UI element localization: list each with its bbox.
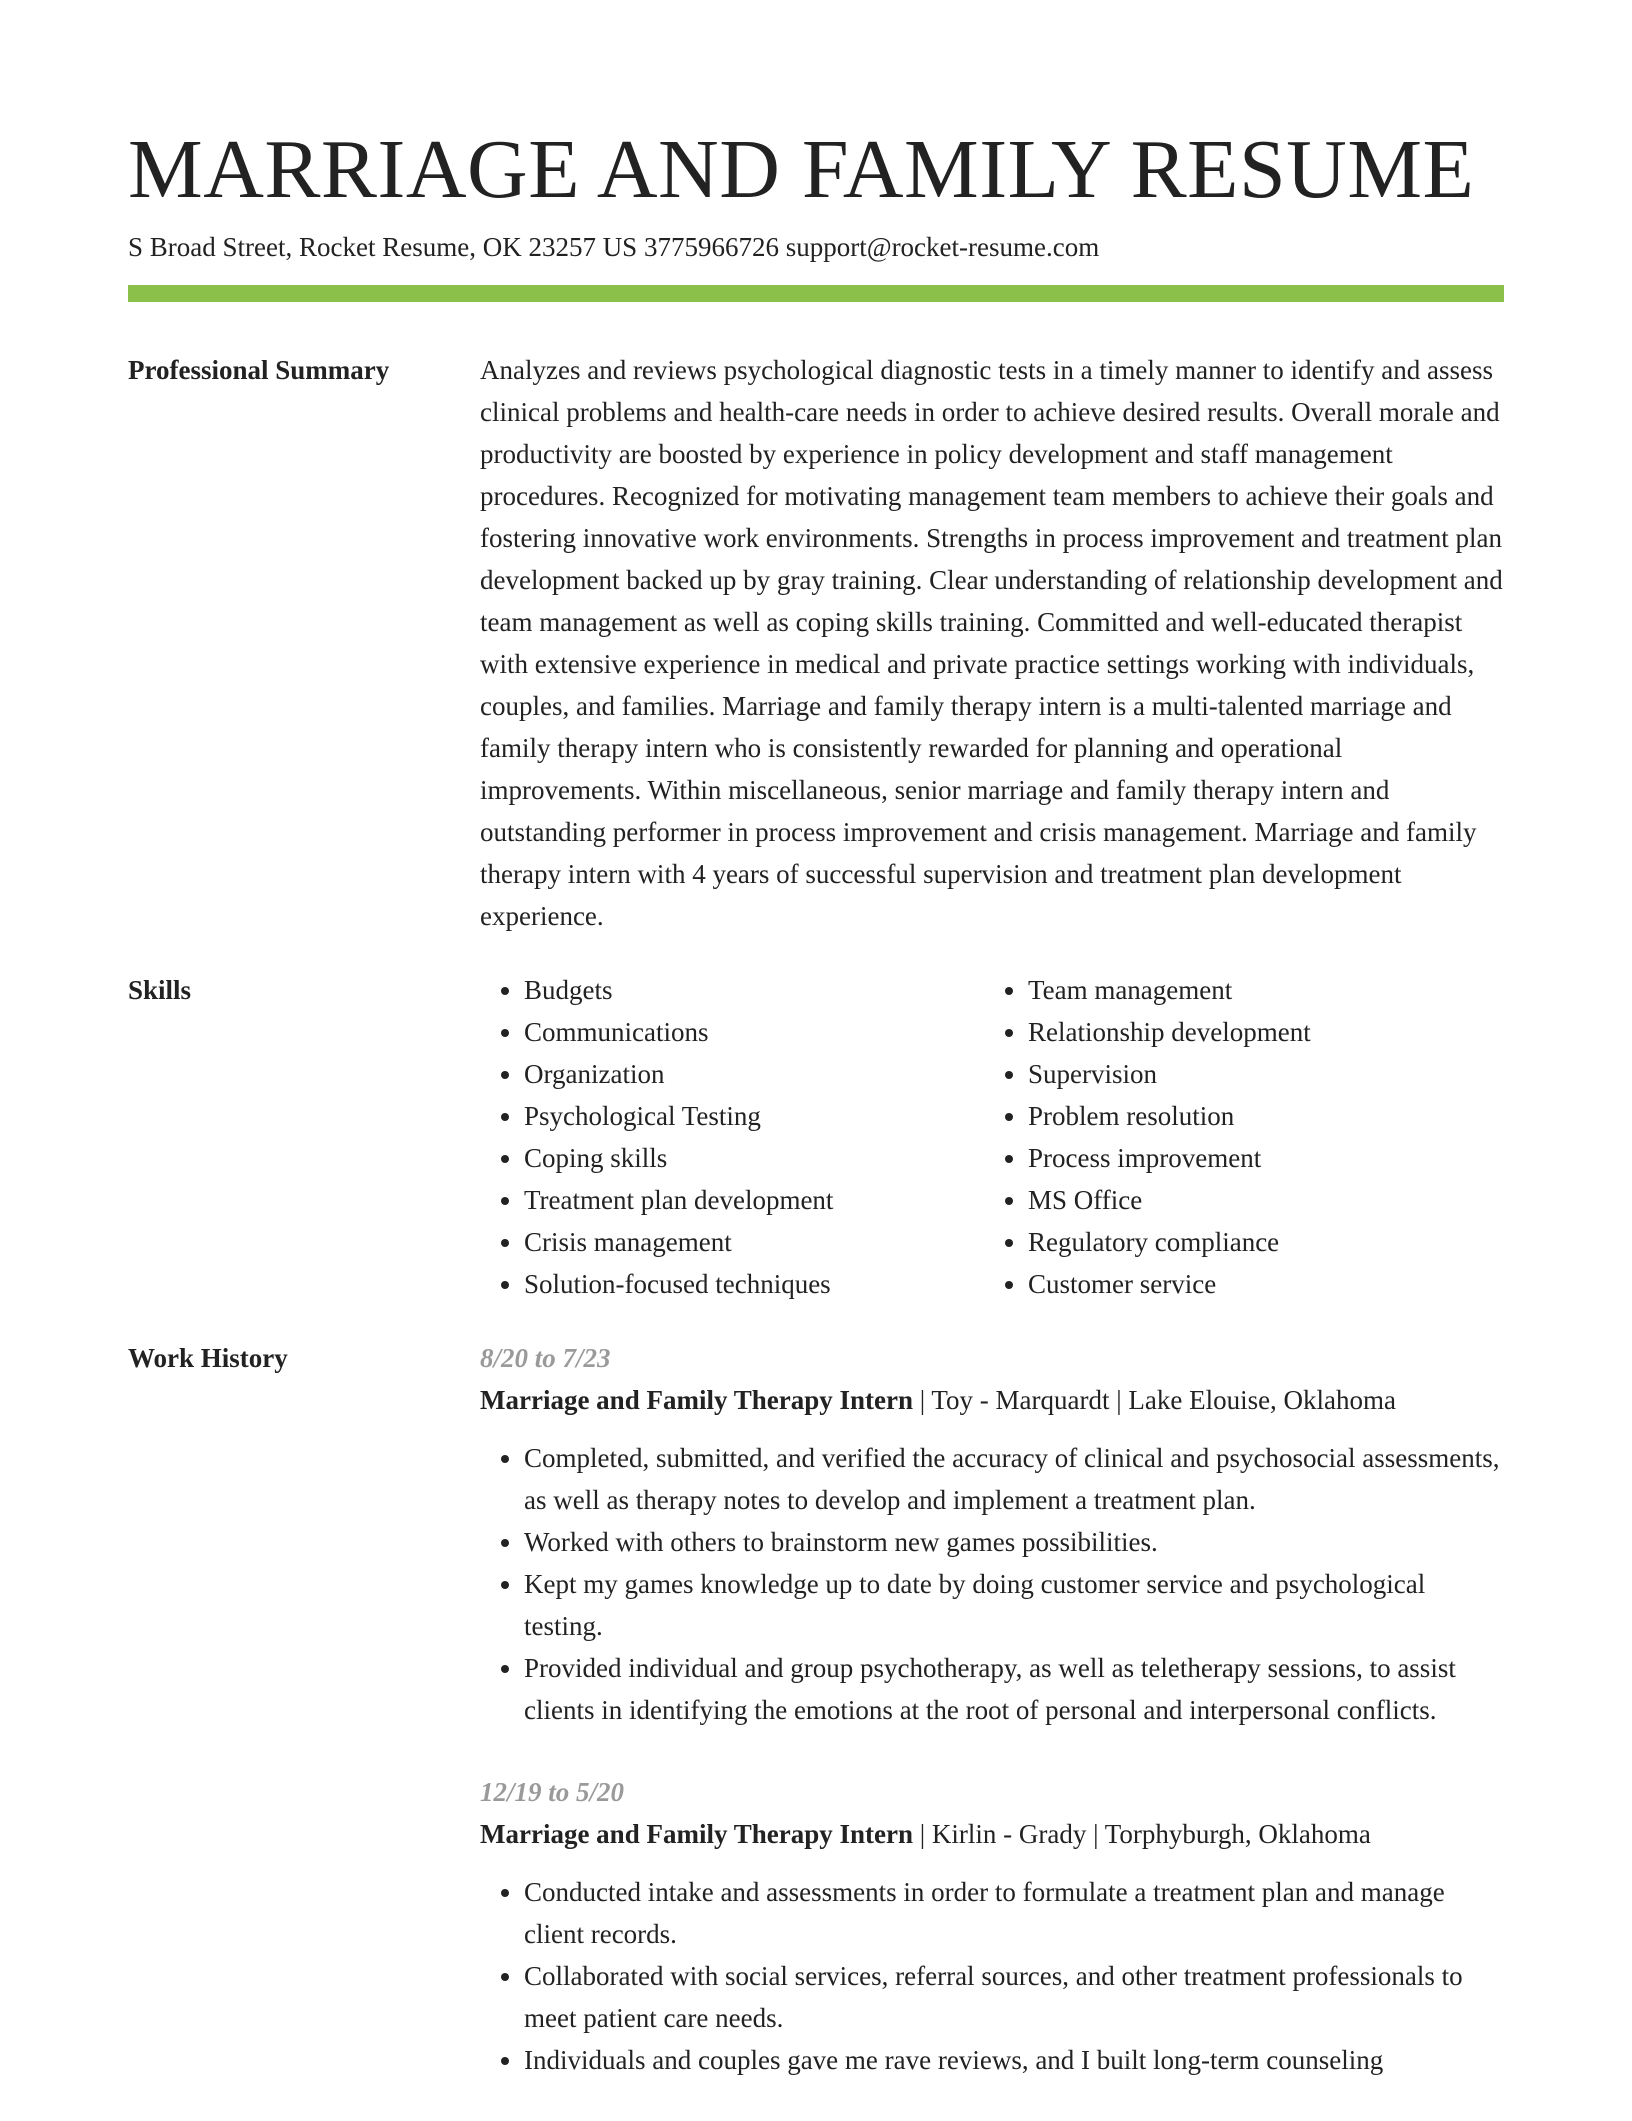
job-bullet-list: [480, 1437, 1504, 1731]
job-details: | Kirlin - Grady | Torphyburgh, Oklahoma: [912, 1819, 1371, 1849]
skills-columns: [480, 969, 1504, 1305]
skill-item: • Treatment plan development: [524, 1179, 984, 1221]
work-history-body: [480, 1337, 1504, 2121]
job-entry: [480, 1771, 1504, 2081]
skill-item: • Team management: [1028, 969, 1488, 1011]
skill-item: • Coping skills: [524, 1137, 984, 1179]
skill-item: • Regulatory compliance: [1028, 1221, 1488, 1263]
skill-item: • Customer service: [1028, 1263, 1488, 1305]
job-title: Marriage and Family Therapy Intern: [480, 1819, 913, 1849]
skill-item: • Psychological Testing: [524, 1095, 984, 1137]
skill-item: • Organization: [524, 1053, 984, 1095]
job-bullet: • Kept my games knowledge up to date by doing customer service and psychological testing.: [524, 1563, 1504, 1647]
job-entry: [480, 1337, 1504, 1731]
professional-summary-body: [480, 349, 1504, 937]
skill-item: • Solution-focused techniques: [524, 1263, 984, 1305]
professional-summary-label: Professional Summary: [128, 355, 390, 385]
skills-list-left: [480, 969, 984, 1305]
skills-label: Skills: [128, 975, 192, 1005]
job-bullet: • Worked with others to brainstorm new games possibilities.: [524, 1521, 1504, 1563]
job-bullet: • Conducted intake and assessments in order to formulate a treatment plan and manage client records.: [524, 1871, 1504, 1955]
job-bullet: • Individuals and couples gave me rave reviews, and I built long-term counseling: [524, 2039, 1504, 2081]
professional-summary-text: Analyzes and reviews psychological diagnostic tests in a timely manner to identify and assess clinical problems and health-care needs in order to achieve desired results. Overall morale and productivity are boosted by experience in policy development and staff management procedures. Recognized for motivating management team members to achieve their goals and fostering innovative work environments. Strengths in process improvement and treatment plan development backed up by gray training. Clear understanding of relationship development and team management as well as coping skills training. Committed and well-educated therapist with extensive experience in medical and private practice settings working with individuals, couples, and families. Marriage and family therapy intern is a multi-talented marriage and family therapy intern who is consistently rewarded for planning and operational improvements. Within miscellaneous, senior marriage and family therapy intern and outstanding performer in process improvement and crisis management. Marriage and family therapy intern with 4 years of successful supervision and treatment plan development experience.: [480, 355, 1503, 931]
job-title: Marriage and Family Therapy Intern: [480, 1385, 913, 1415]
skill-item: • Budgets: [524, 969, 984, 1011]
contact-line: S Broad Street, Rocket Resume, OK 23257 US 3775966726 support@rocket-resume.com: [128, 232, 1100, 262]
skill-item: • Relationship development: [1028, 1011, 1488, 1053]
job-details: | Toy - Marquardt | Lake Elouise, Oklahoma: [912, 1385, 1397, 1415]
job-dates: 8/20 to 7/23: [480, 1343, 611, 1373]
job-bullet: • Provided individual and group psychotherapy, as well as teletherapy sessions, to assist clients in identifying the emotions at the root of personal and interpersonal conflicts.: [524, 1647, 1504, 1731]
work-history-label: Work History: [128, 1343, 288, 1373]
skill-item: • MS Office: [1028, 1179, 1488, 1221]
skill-item: • Crisis management: [524, 1221, 984, 1263]
job-heading: [480, 1813, 1504, 1855]
resume-header: [128, 122, 1504, 264]
job-heading: [480, 1379, 1504, 1421]
job-dates: 12/19 to 5/20: [480, 1777, 625, 1807]
skills-body: [480, 969, 1504, 1305]
job-bullet-list: [480, 1871, 1504, 2081]
job-bullet: • Collaborated with social services, referral sources, and other treatment professionals to meet patient care needs.: [524, 1955, 1504, 2039]
header-divider: [128, 285, 1504, 302]
skill-item: • Supervision: [1028, 1053, 1488, 1095]
job-bullet: • Completed, submitted, and verified the accuracy of clinical and psychosocial assessments, as well as therapy notes to develop and implement a treatment plan.: [524, 1437, 1504, 1521]
skill-item: • Process improvement: [1028, 1137, 1488, 1179]
skill-item: • Problem resolution: [1028, 1095, 1488, 1137]
skill-item: • Communications: [524, 1011, 984, 1053]
skills-list-right: [984, 969, 1488, 1305]
resume-title: MARRIAGE AND FAMILY RESUME: [128, 123, 1475, 216]
